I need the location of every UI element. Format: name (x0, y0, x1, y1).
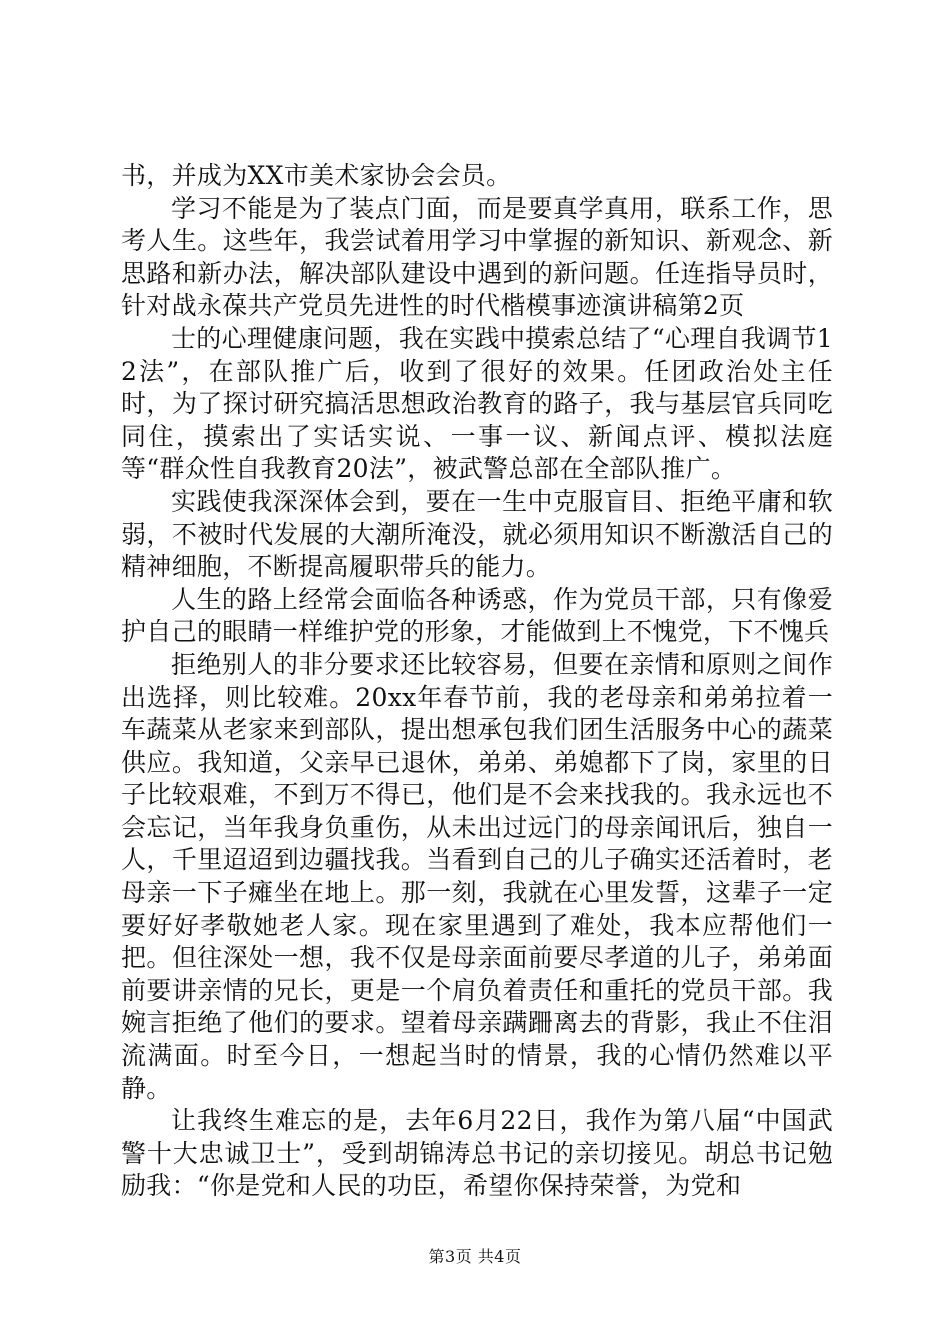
page-footer: 第3页 共4页 (428, 1247, 522, 1266)
document-body (121, 160, 833, 1203)
paragraph-continuation: 书，并成为XX市美术家协会会员。 (121, 161, 512, 190)
paragraph: 实践使我深深体会到，要在一生中克服盲目、拒绝平庸和软弱，不被时代发展的大潮所淹没，就必须用知识不断激活自己的精神细胞，不断提高履职带兵的能力。 (121, 486, 833, 582)
paragraph: 人生的路上经常会面临各种诱惑，作为党员干部，只有像爱护自己的眼睛一样维护党的形象，才能做到上不愧党，下不愧兵 (121, 584, 833, 647)
paragraph: 学习不能是为了装点门面，而是要真学真用，联系工作，思考人生。这些年，我尝试着用学习中掌握的新知识、新观念、新思路和新办法，解决部队建设中遇到的新问题。任连指导员时，针对战永葆共产党员先进性的时代楷模事迹演讲稿第2页 (121, 193, 833, 321)
paragraph: 士的心理健康问题，我在实践中摸索总结了“心理自我调节12法”，在部队推广后，收到了很好的效果。任团政治处主任时，为了探讨研究搞活思想政治教育的路子，我与基层官兵同吃同住，摸索出了实话实说、一事一议、新闻点评、模拟法庭等“群众性自我教育20法”，被武警总部在全部队推广。 (121, 323, 833, 484)
paragraph: 让我终生难忘的是，去年6月22日，我作为第八届“中国武警十大忠诚卫士”，受到胡锦涛总书记的亲切接见。胡总书记勉励我：“你是党和人民的功臣，希望你保持荣誉，为党和 (121, 1106, 833, 1201)
paragraph: 拒绝别人的非分要求还比较容易，但要在亲情和原则之间作出选择，则比较难。20xx年春节前，我的老母亲和弟弟拉着一车蔬菜从老家来到部队，提出想承包我们团生活服务中心的蔬菜供应。我知道，父亲早已退休，弟弟、弟媳都下了岗，家里的日子比较艰难，不到万不得已，他们是不会来找我的。我永远也不会忘记，当年我身负重伤，从未出过远门的母亲闻讯后，独自一人，千里迢迢到边疆找我。当看到自己的儿子确实还活着时，老母亲一下子瘫坐在地上。那一刻，我就在心里发誓，这辈子一定要好好孝敬她老人家。现在家里遇到了难处，我本应帮他们一把。但往深处一想，我不仅是母亲面前要尽孝道的儿子，弟弟面前要讲亲情的兄长，更是一个肩负着责任和重托的党员干部。我婉言拒绝了他们的要求。望着母亲蹒跚离去的背影，我止不住泪流满面。时至今日，一想起当时的情景，我的心情仍然难以平静。 (121, 649, 833, 1103)
